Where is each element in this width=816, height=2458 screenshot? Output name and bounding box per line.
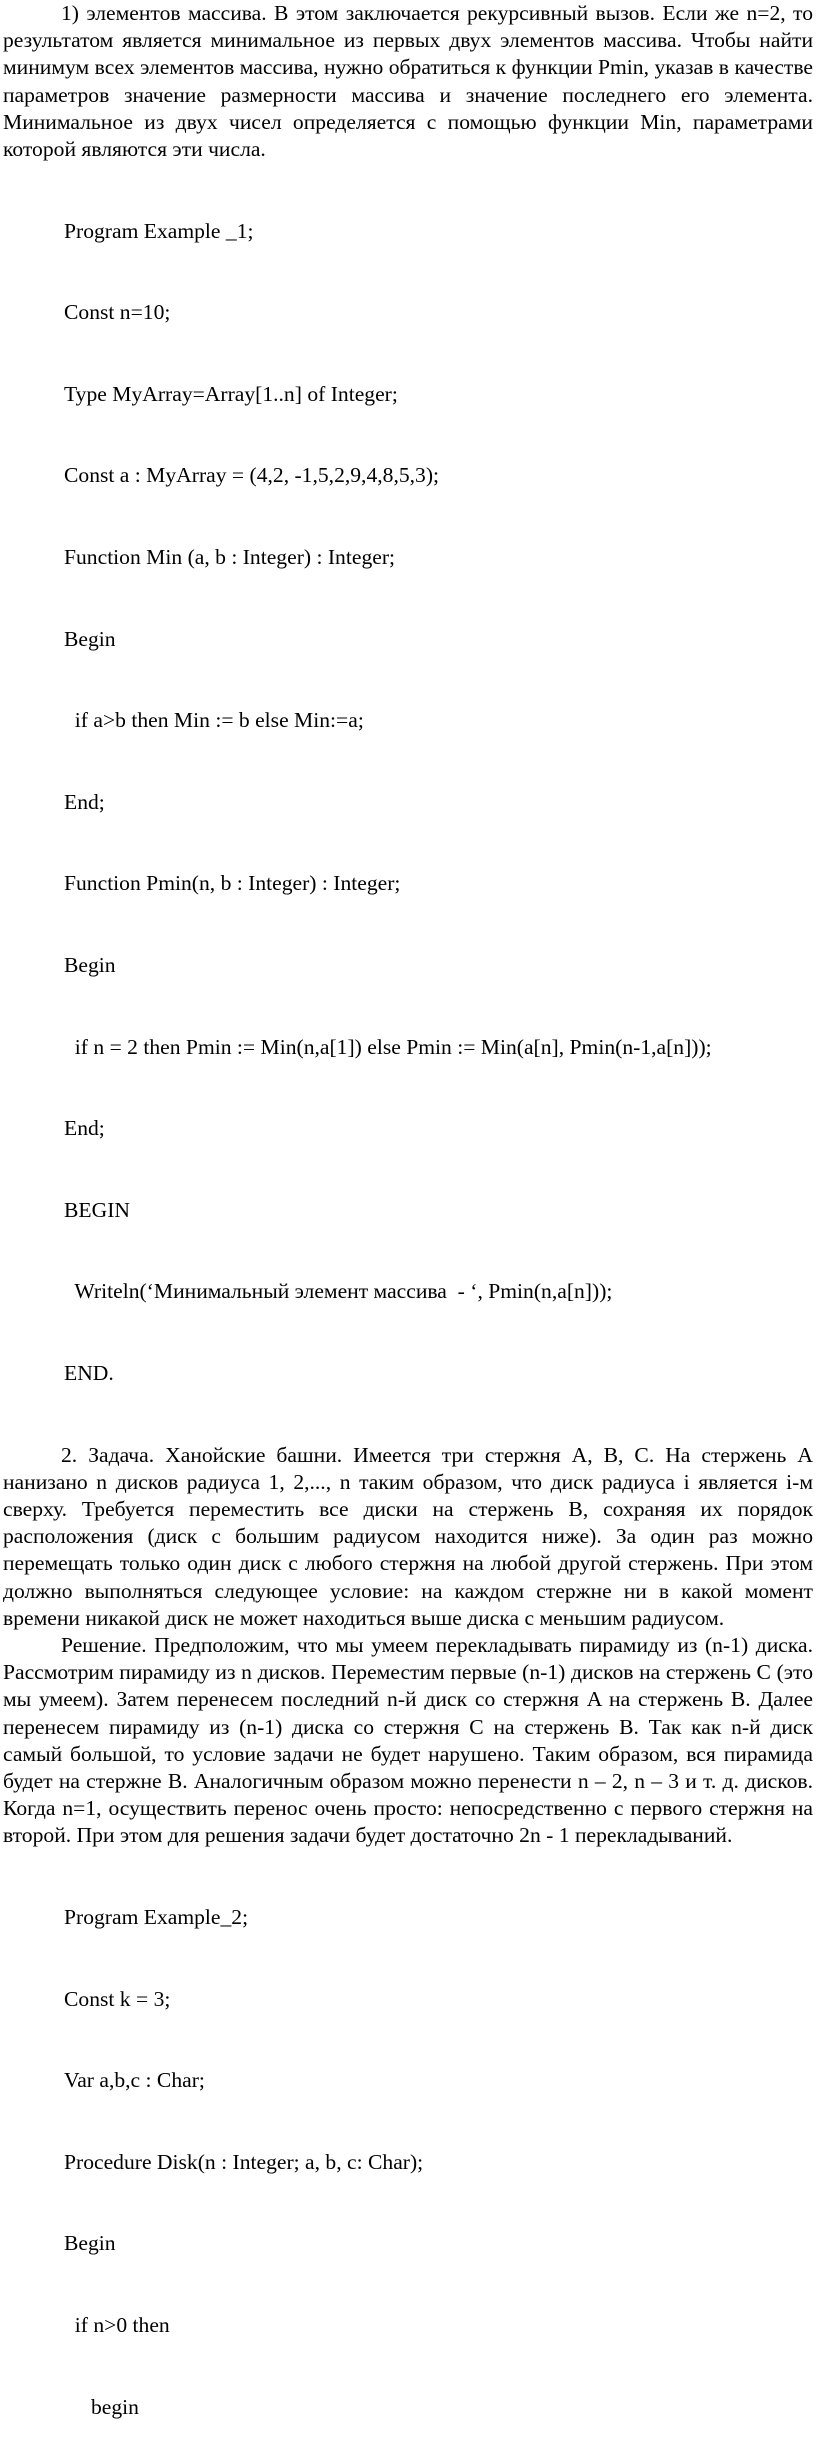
code-line: Const n=10; bbox=[64, 300, 171, 325]
code-line: Program Example _1; bbox=[64, 218, 254, 243]
paragraph-hanoi-task: 2. Задача. Ханойские башни. Имеется три стержня A, B, C. На стержень A нанизано n дисков радиуса 1, 2,..., n таким образом, что диск радиуса i является i-м сверху. Требуется переместить все диски на стержень B, сохраняя их порядок расположения (диск с большим радиусом находится ниже). За один раз можно перемещать только один диск с любого стержня на любой другой стержень. При этом должно выполняться следующее условие: на каждом стержне ни в какой момент времени никакой диск не может находиться выше диска с меньшим радиусом. bbox=[3, 1442, 813, 1630]
code-line: Var a,b,c : Char; bbox=[64, 2068, 205, 2093]
code-line: if n>0 then bbox=[64, 2312, 170, 2337]
code-line: Procedure Disk(n : Integer; a, b, c: Char); bbox=[64, 2149, 424, 2174]
code-line: End; bbox=[64, 1116, 105, 1141]
paragraph-hanoi-solution: Решение. Предположим, что мы умеем перекладывать пирамиду из (n-1) диска. Рассмотрим пирамиду из n дисков. Переместим первые (n-1) дисков на стержень C (это мы умеем). Затем перенесем последний n-й диск со стержня A на стержень B. Далее перенесем пирамиду из (n-1) диска со стержня C на стержень B. Так как n-й диск самый большой, то условие задачи не будет нарушено. Таким образом, вся пирамида будет на стержне B. Аналогичным образом можно перенести n – 2, n – 3 и т. д. дисков. Когда n=1, осуществить перенос очень просто: непосредственно с первого стержня на второй. При этом для решения задачи будет достаточно 2n - 1 перекладываний. bbox=[3, 1632, 813, 1848]
code-line: begin bbox=[64, 2394, 139, 2419]
code-line: Begin bbox=[64, 952, 116, 977]
code-line: Program Example_2; bbox=[64, 1904, 249, 1929]
code-line: Begin bbox=[64, 2231, 116, 2256]
code-line: if n = 2 then Pmin := Min(n,a[1]) else Pmin := Min(a[n], Pmin(n-1,a[n])); bbox=[64, 1034, 712, 1059]
code-line: Const a : MyArray = (4,2, -1,5,2,9,4,8,5,3); bbox=[64, 463, 440, 488]
code-block-example-1 bbox=[3, 163, 813, 1441]
code-line: Writeln(‘Минимальный элемент массива - ‘, Pmin(n,a[n])); bbox=[64, 1279, 613, 1304]
code-line: Function Min (a, b : Integer) : Integer; bbox=[64, 545, 396, 569]
paragraph-recursion-explanation: 1) элементов массива. В этом заключается рекурсивный вызов. Если же n=2, то результатом является минимальное из первых двух элементов массива. Чтобы найти минимум всех элементов массива, нужно обратиться к функции Pmin, указав в качестве параметров значение размерности массива и значение последнего его элемента. Минимальное из двух чисел определяется с помощью функции Min, параметрами которой являются эти числа. bbox=[3, 1, 813, 162]
code-line: if a>b then Min := b else Min:=a; bbox=[64, 708, 364, 733]
code-line: Function Pmin(n, b : Integer) : Integer; bbox=[64, 871, 401, 896]
code-line: BEGIN bbox=[64, 1197, 130, 1222]
code-block-example-2 bbox=[3, 1850, 813, 2458]
code-line: END. bbox=[64, 1360, 114, 1385]
code-line: Type MyArray=Array[1..n] of Integer; bbox=[64, 381, 398, 406]
code-line: End; bbox=[64, 789, 105, 814]
code-line: Const k = 3; bbox=[64, 1986, 171, 2011]
code-line: Begin bbox=[64, 626, 116, 651]
